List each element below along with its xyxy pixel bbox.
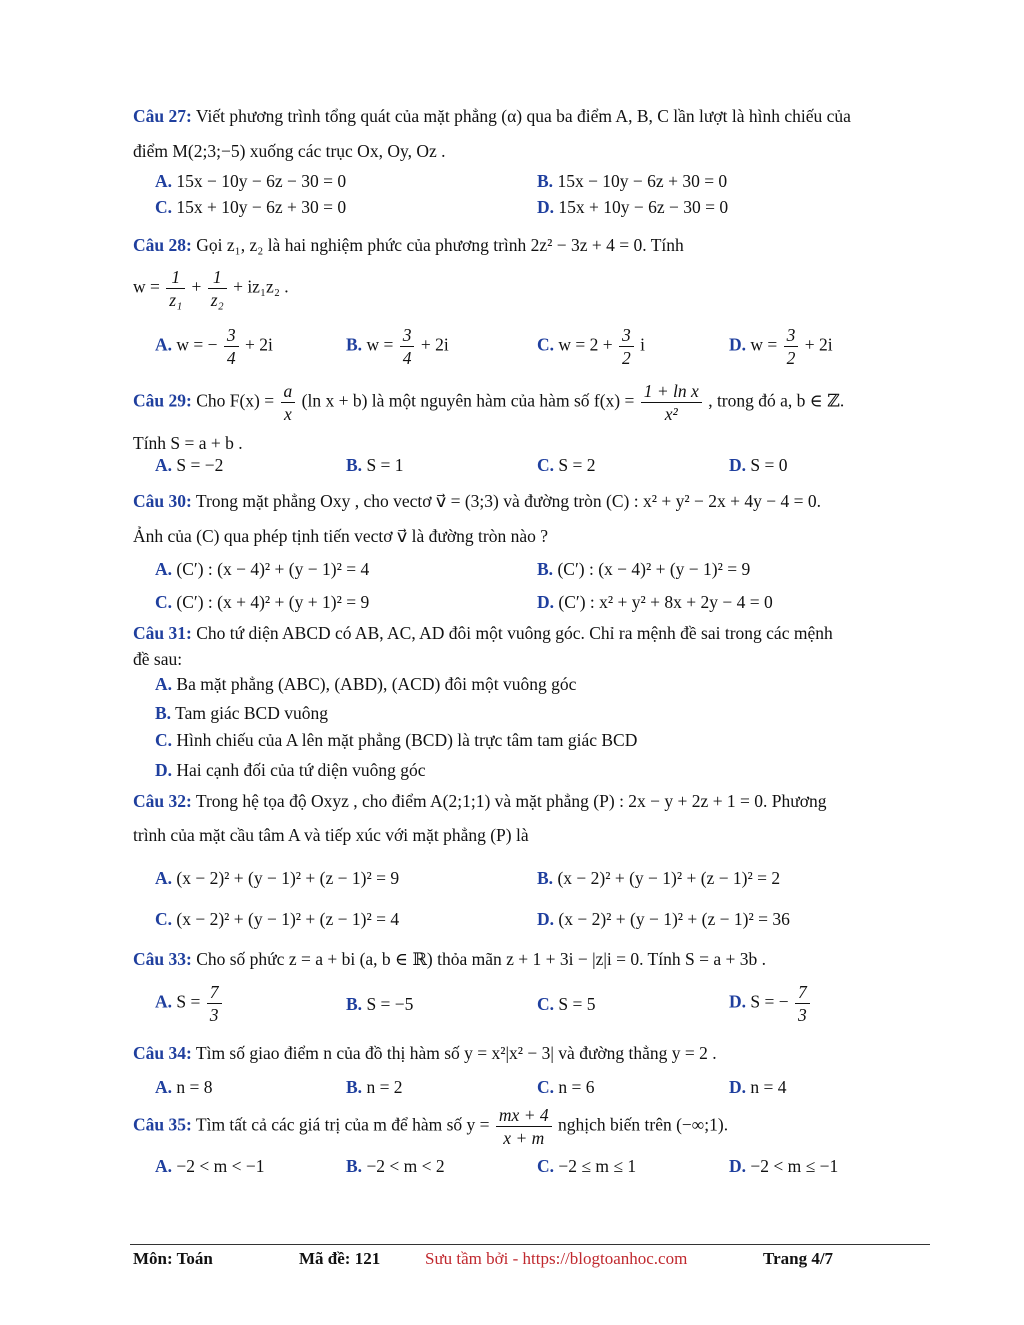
- option-b[interactable]: B. (x − 2)² + (y − 1)² + (z − 1)² = 2: [537, 868, 781, 888]
- option-b[interactable]: B. Tam giác BCD vuông: [155, 703, 328, 723]
- question-29-line2: Tính S = a + b .: [133, 433, 243, 453]
- fraction: $\frac{1}{\text{z₁}}$: [166, 266, 185, 311]
- option-d[interactable]: D. n = 4: [729, 1077, 787, 1097]
- question-label: Câu 31:: [133, 623, 192, 643]
- question-text: Tìm số giao điểm n của đồ thị hàm số y = x²|x² − 3| và đường thẳng y = 2 .: [195, 1043, 717, 1063]
- question-label: Câu 30:: [133, 491, 192, 511]
- option-a[interactable]: A. (C′) : (x − 4)² + (y − 1)² = 4: [155, 559, 370, 579]
- question-text: Trong mặt phẳng Oxy , cho vectơ v⃗ = (3;3) và đường tròn (C) : x² + y² − 2x + 4y − 4 = 0.: [195, 491, 821, 511]
- option-c[interactable]: C. 15x + 10y − 6z + 30 = 0: [155, 197, 347, 217]
- footer-divider: [130, 1244, 930, 1245]
- question-27: [133, 103, 928, 129]
- option-a[interactable]: A. Ba mặt phẳng (ABC), (ABD), (ACD) đôi một vuông góc: [155, 674, 577, 694]
- footer-page-number: Trang 4/7: [763, 1249, 834, 1268]
- option-c[interactable]: C. w = 2 + $\frac{3}{2}$ i: [537, 325, 646, 368]
- question-text: Trong hệ tọa độ Oxyz , cho điểm A(2;1;1) và mặt phẳng (P) : 2x − y + 2z + 1 = 0. Phương: [195, 791, 827, 811]
- question-text: Viết phương trình tổng quát của mặt phẳng (α) qua ba điểm A, B, C lần lượt là hình chiếu của: [195, 106, 851, 126]
- option-b[interactable]: B. n = 2: [346, 1077, 403, 1097]
- question-31-line2: đề sau:: [133, 649, 183, 669]
- option-b[interactable]: B. (C′) : (x − 4)² + (y − 1)² = 9: [537, 559, 751, 579]
- option-a[interactable]: A. S = $\frac{7}{3}$: [155, 981, 224, 1026]
- option-b[interactable]: B. S = 1: [346, 455, 404, 475]
- option-c[interactable]: C. −2 ≤ m ≤ 1: [537, 1156, 637, 1176]
- footer-subject: Môn: Toán: [133, 1249, 213, 1268]
- question-29: Câu 29: Cho F(x) = $\frac{a}{x}$ (ln x + b) là một nguyên hàm của hàm số f(x) = $\frac{\text{1 + ln x}}{\text{x²}}$ , trong đó a, b ∈ ℤ.: [133, 381, 845, 424]
- option-b[interactable]: B. S = −5: [346, 994, 414, 1014]
- option-b[interactable]: B. 15x − 10y − 6z + 30 = 0: [537, 171, 728, 191]
- question-label: Câu 29:: [133, 390, 192, 411]
- option-d[interactable]: D. Hai cạnh đối của tứ diện vuông góc: [155, 760, 426, 780]
- question-text: Cho tứ diện ABCD có AB, AC, AD đôi một vuông góc. Chỉ ra mệnh đề sai trong các mệnh: [196, 623, 833, 643]
- question-35: Câu 35: Tìm tất cả các giá trị của m để hàm số y = $\frac{mx + 4}{x + m}$ nghịch biến trên (−∞;1).: [133, 1105, 729, 1148]
- option-a[interactable]: A. n = 8: [155, 1077, 213, 1097]
- question-30: [133, 488, 928, 514]
- option-c[interactable]: C. n = 6: [537, 1077, 595, 1097]
- question-28-formula: w = $\frac{1}{\text{z₁}}$ + $\frac{1}{\text{z₂}}$ + iz₁z₂ .: [133, 267, 289, 310]
- option-b[interactable]: B. −2 < m < 2: [346, 1156, 445, 1176]
- option-b[interactable]: B. w = $\frac{3}{4}$ + 2i: [346, 325, 449, 368]
- option-c[interactable]: C. Hình chiếu của A lên mặt phẳng (BCD) là trực tâm tam giác BCD: [155, 730, 638, 750]
- question-label: Câu 33:: [133, 949, 192, 969]
- question-label: Câu 28:: [133, 235, 192, 255]
- question-32-line2: trình của mặt cầu tâm A và tiếp xúc với mặt phẳng (P) là: [133, 825, 529, 845]
- option-d[interactable]: D. S = 0: [729, 455, 788, 475]
- option-c[interactable]: C. S = 2: [537, 455, 596, 475]
- option-c[interactable]: C. (C′) : (x + 4)² + (y + 1)² = 9: [155, 592, 370, 612]
- question-27-line2: điểm M(2;3;−5) xuống các trục Ox, Oy, Oz .: [133, 141, 446, 161]
- question-31: [133, 620, 928, 646]
- option-a[interactable]: A. (x − 2)² + (y − 1)² + (z − 1)² = 9: [155, 868, 400, 888]
- question-label: Câu 27:: [133, 106, 192, 126]
- option-d[interactable]: D. 15x + 10y − 6z − 30 = 0: [537, 197, 729, 217]
- question-label: Câu 35:: [133, 1114, 192, 1135]
- question-label: Câu 34:: [133, 1043, 192, 1063]
- option-a[interactable]: A. −2 < m < −1: [155, 1156, 265, 1176]
- question-label: Câu 32:: [133, 791, 192, 811]
- question-text: Cho số phức z = a + bi (a, b ∈ ℝ) thỏa mãn z + 1 + 3i − |z|i = 0. Tính S = a + 3b .: [196, 949, 766, 969]
- option-d[interactable]: D. w = $\frac{3}{2}$ + 2i: [729, 325, 833, 368]
- formula-prefix: w =: [133, 276, 160, 297]
- option-c[interactable]: C. S = 5: [537, 994, 596, 1014]
- question-28: [133, 232, 928, 258]
- option-c[interactable]: C. (x − 2)² + (y − 1)² + (z − 1)² = 4: [155, 909, 400, 929]
- question-30-line2: Ảnh của (C) qua phép tịnh tiến vectơ v⃗ là đường tròn nào ?: [133, 526, 548, 546]
- option-d[interactable]: D. (C′) : x² + y² + 8x + 2y − 4 = 0: [537, 592, 773, 612]
- question-34: [133, 1040, 928, 1066]
- footer-exam-code: Mã đề: 121: [299, 1249, 381, 1268]
- question-32: [133, 788, 928, 814]
- formula-suffix: + iz₁z₂ .: [233, 276, 289, 297]
- option-a[interactable]: A. S = −2: [155, 455, 224, 475]
- option-d[interactable]: D. S = − $\frac{7}{3}$: [729, 981, 812, 1026]
- option-a[interactable]: A. 15x − 10y − 6z − 30 = 0: [155, 171, 347, 191]
- fraction: $\frac{1}{\text{z₂}}$: [208, 266, 227, 311]
- option-d[interactable]: D. −2 < m ≤ −1: [729, 1156, 839, 1176]
- option-a[interactable]: A. w = − $\frac{3}{4}$ + 2i: [155, 325, 273, 368]
- option-d[interactable]: D. (x − 2)² + (y − 1)² + (z − 1)² = 36: [537, 909, 790, 929]
- footer-source-link[interactable]: Sưu tầm bởi - https://blogtoanhoc.com: [425, 1249, 688, 1268]
- question-text: Gọi z₁, z₂ là hai nghiệm phức của phương trình 2z² − 3z + 4 = 0. Tính: [196, 235, 684, 255]
- question-33: [133, 946, 928, 972]
